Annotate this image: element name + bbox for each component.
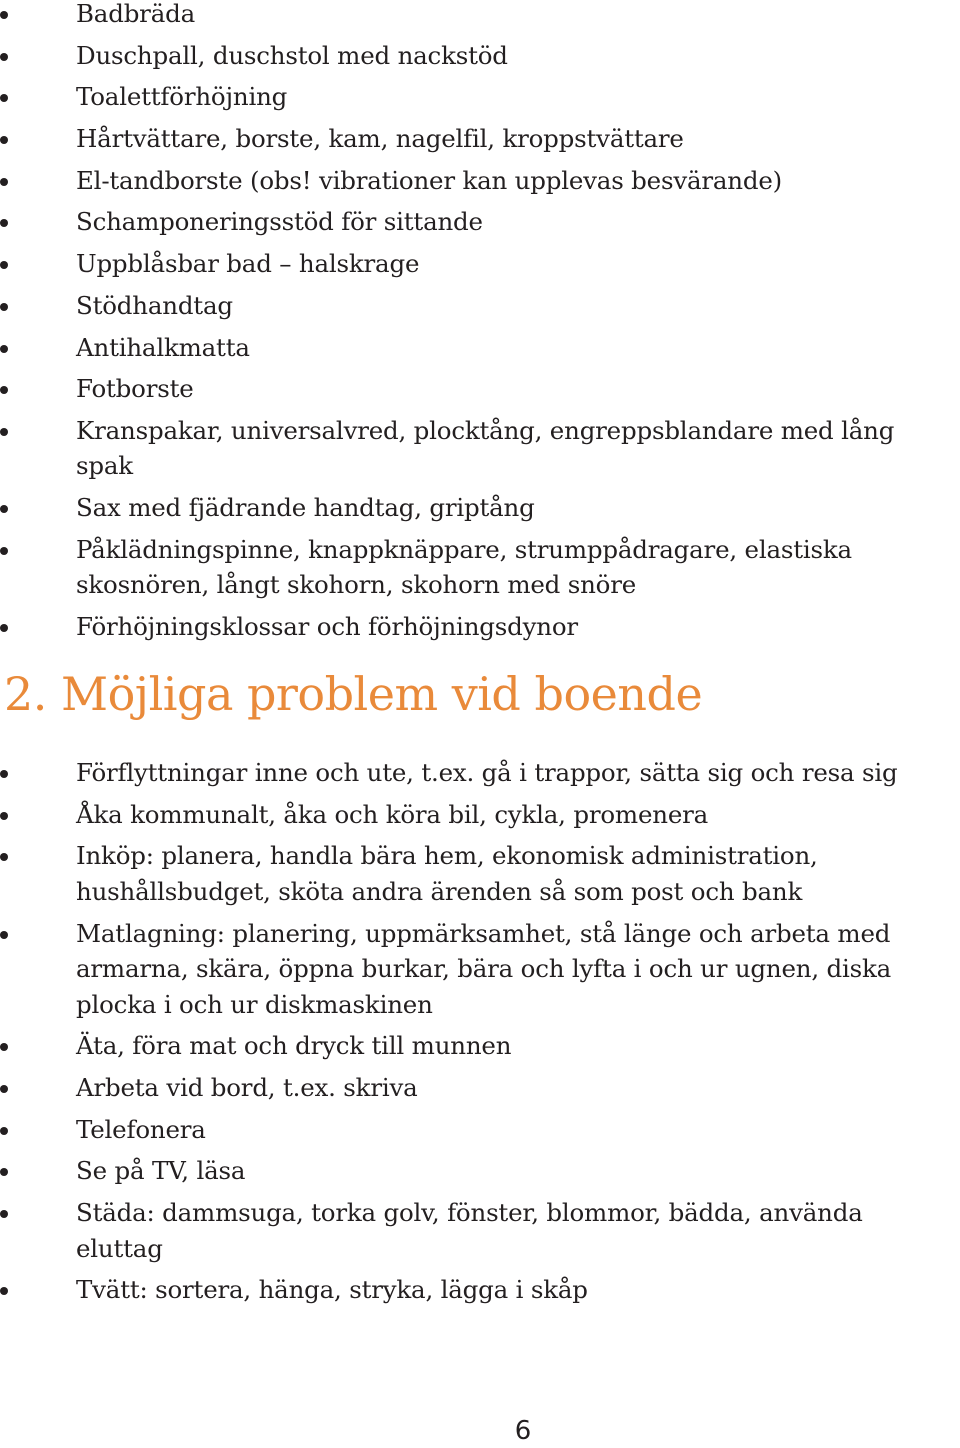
list-item: Stödhandtag [0, 288, 960, 324]
list-item: Tvätt: sortera, hänga, stryka, lägga i skåp [0, 1272, 960, 1308]
bullet-icon [0, 261, 8, 269]
list-item: Matlagning: planering, uppmärksamhet, stå länge och arbeta med armarna, skära, öppna burkar, bära och lyfta i och ur ugnen, diska plocka i och ur diskmaskinen [0, 916, 960, 1023]
list-item: Schamponeringsstöd för sittande [0, 204, 960, 240]
list-item: Fotborste [0, 371, 960, 407]
bullet-icon [0, 505, 8, 513]
list-item: Inköp: planera, handla bära hem, ekonomisk administration, hushållsbudget, sköta andra ärenden så som post och bank [0, 838, 960, 909]
bullet-icon [0, 812, 8, 820]
list-item: Åka kommunalt, åka och köra bil, cykla, promenera [0, 797, 960, 833]
bullet-icon [0, 1127, 8, 1135]
list-item: Kranspakar, universalvred, plocktång, engreppsblandare med lång spak [0, 413, 960, 484]
bullet-icon [0, 853, 8, 861]
list-item: Sax med fjädrande handtag, griptång [0, 490, 960, 526]
list-item: Arbeta vid bord, t.ex. skriva [0, 1070, 960, 1106]
page-number: 6 [514, 1416, 532, 1446]
list-item: Förflyttningar inne och ute, t.ex. gå i trappor, sätta sig och resa sig [0, 755, 960, 791]
bullet-icon [0, 219, 8, 227]
bullet-icon [0, 770, 8, 778]
list-item: Badbräda [0, 0, 960, 32]
aid-equipment-list [0, 0, 960, 651]
list-item: Uppblåsbar bad – halskrage [0, 246, 960, 282]
bullet-icon [0, 136, 8, 144]
bullet-icon [0, 11, 8, 19]
list-item: Se på TV, läsa [0, 1153, 960, 1189]
bullet-icon [0, 1168, 8, 1176]
list-item: Påklädningspinne, knappknäppare, strumppådragare, elastiska skosnören, långt skohorn, skohorn med snöre [0, 532, 960, 603]
bullet-icon [0, 94, 8, 102]
bullet-icon [0, 386, 8, 394]
list-item: Antihalkmatta [0, 330, 960, 366]
bullet-icon [0, 428, 8, 436]
list-item: Telefonera [0, 1112, 960, 1148]
list-item: Städa: dammsuga, torka golv, fönster, blommor, bädda, använda eluttag [0, 1195, 960, 1266]
housing-problems-list [0, 755, 960, 1314]
bullet-icon [0, 1287, 8, 1295]
list-item: Äta, föra mat och dryck till munnen [0, 1028, 960, 1064]
list-item: Toalettförhöjning [0, 79, 960, 115]
bullet-icon [0, 931, 8, 939]
bullet-icon [0, 547, 8, 555]
list-item: Duschpall, duschstol med nackstöd [0, 38, 960, 74]
bullet-icon [0, 345, 8, 353]
section-heading: 2. Möjliga problem vid boende [4, 667, 703, 721]
list-item: El-tandborste (obs! vibrationer kan upplevas besvärande) [0, 163, 960, 199]
list-item: Hårtvättare, borste, kam, nagelfil, kroppstvättare [0, 121, 960, 157]
bullet-icon [0, 303, 8, 311]
bullet-icon [0, 1085, 8, 1093]
bullet-icon [0, 624, 8, 632]
bullet-icon [0, 1043, 8, 1051]
bullet-icon [0, 1210, 8, 1218]
bullet-icon [0, 178, 8, 186]
list-item: Förhöjningsklossar och förhöjningsdynor [0, 609, 960, 645]
bullet-icon [0, 53, 8, 61]
